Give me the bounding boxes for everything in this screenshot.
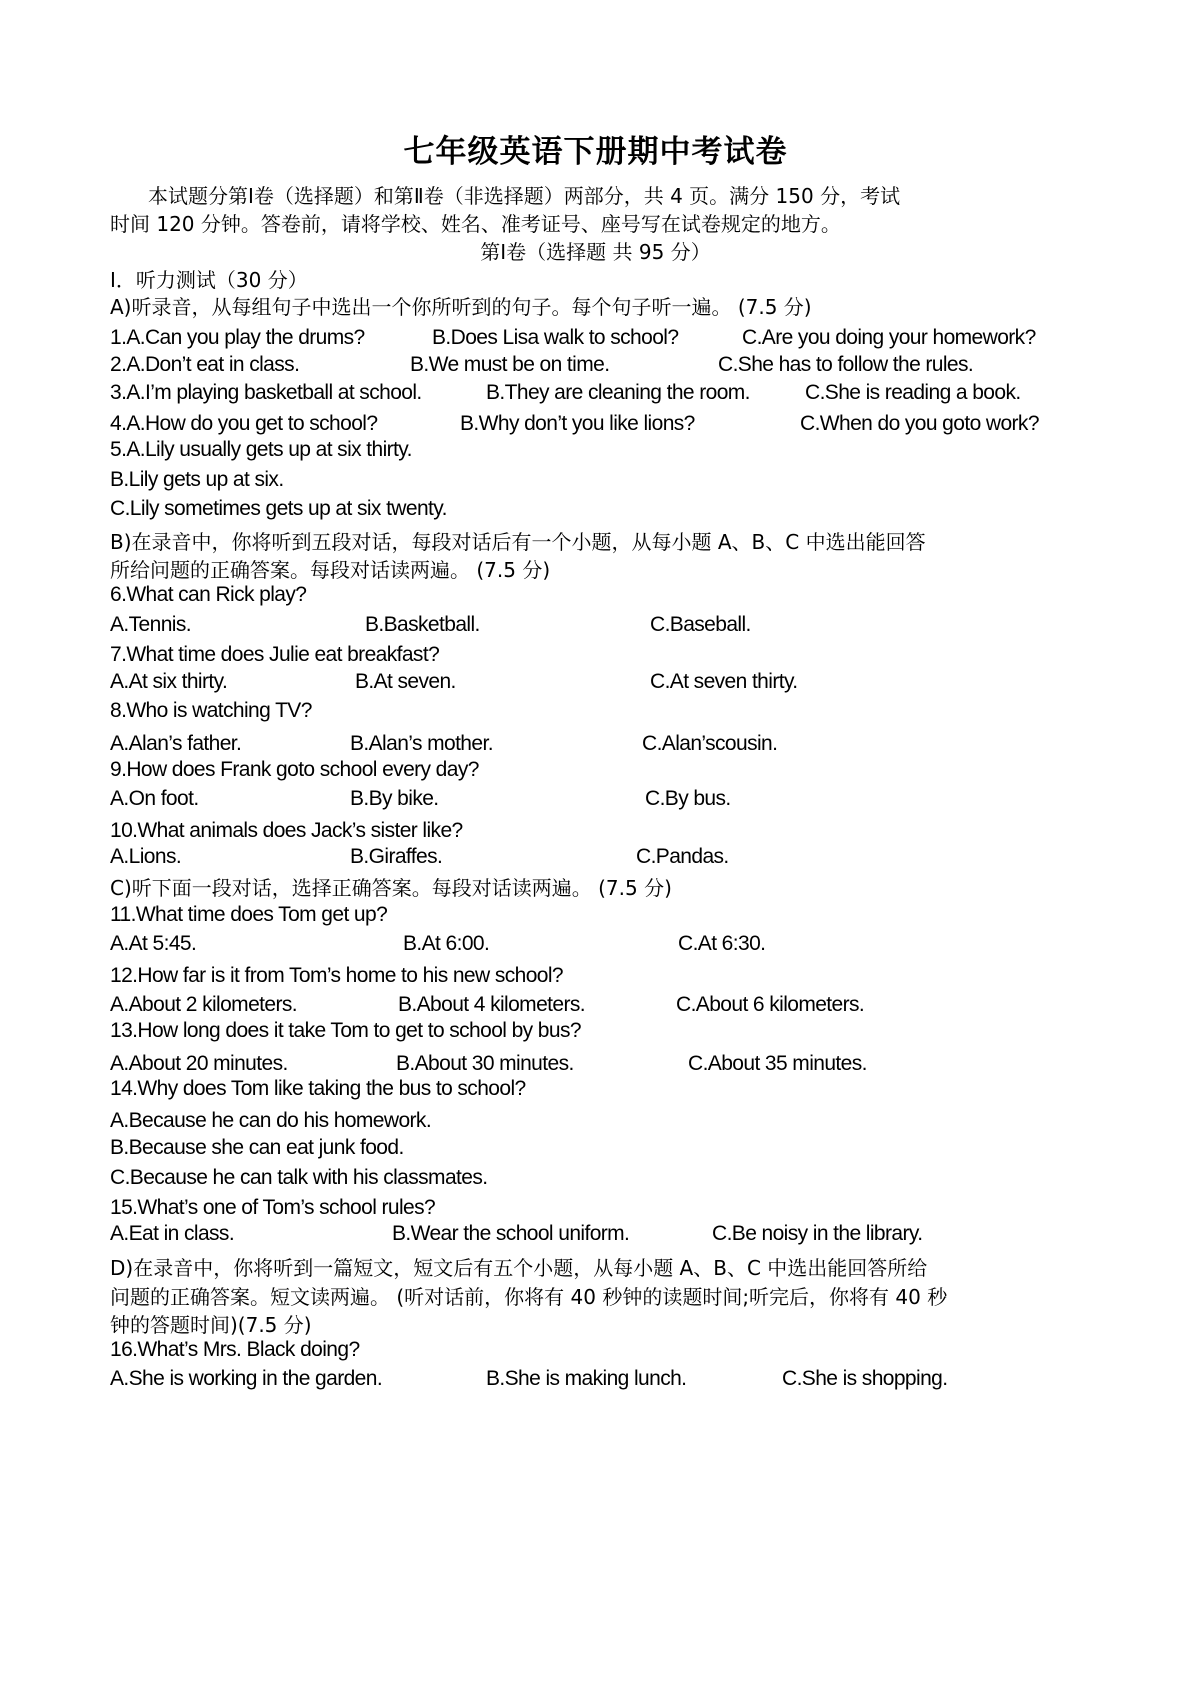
- q16-option-c: C.She is shopping.: [782, 1367, 948, 1390]
- q15-question: 15.What’s one of Tom’s school rules?: [110, 1196, 436, 1219]
- q11-option-a: A.At 5:45.: [110, 932, 197, 955]
- q7-option-b: B.At seven.: [355, 670, 456, 693]
- q7-option-c: C.At seven thirty.: [650, 670, 798, 693]
- q12-option-b: B.About 4 kilometers.: [398, 993, 585, 1016]
- intro-line-1: 本试题分第Ⅰ卷（选择题）和第Ⅱ卷（非选择题）两部分，共 4 页。满分 150 分，考试: [148, 184, 901, 208]
- q8-question: 8.Who is watching TV?: [110, 699, 312, 722]
- q2-option-c: C.She has to follow the rules.: [718, 353, 974, 376]
- q9-option-c: C.By bus.: [645, 787, 731, 810]
- q14-option-b: B.Because she can eat junk food.: [110, 1136, 404, 1159]
- section-d-instruction-1: D)在录音中，你将听到一篇短文，短文后有五个小题，从每小题 A、B、C 中选出能回答所给: [110, 1256, 928, 1280]
- q16-option-b: B.She is making lunch.: [486, 1367, 687, 1390]
- q1-option-a: 1.A.Can you play the drums?: [110, 326, 365, 349]
- q11-question: 11.What time does Tom get up?: [110, 903, 388, 926]
- q13-option-a: A.About 20 minutes.: [110, 1052, 288, 1075]
- q6-option-c: C.Baseball.: [650, 613, 751, 636]
- q15-option-b: B.Wear the school uniform.: [392, 1222, 630, 1245]
- q15-option-a: A.Eat in class.: [110, 1222, 235, 1245]
- q9-option-a: A.On foot.: [110, 787, 199, 810]
- q2-option-b: B.We must be on time.: [410, 353, 610, 376]
- q2-option-a: 2.A.Don’t eat in class.: [110, 353, 300, 376]
- page-title: 七年级英语下册期中考试卷: [403, 134, 788, 170]
- q1-option-b: B.Does Lisa walk to school?: [432, 326, 679, 349]
- q5-option-c: C.Lily sometimes gets up at six twenty.: [110, 497, 447, 520]
- q3-option-a: 3.A.I’m playing basketball at school.: [110, 381, 422, 404]
- q12-option-c: C.About 6 kilometers.: [676, 993, 865, 1016]
- q16-option-a: A.She is working in the garden.: [110, 1367, 383, 1390]
- q10-option-a: A.Lions.: [110, 845, 182, 868]
- q1-option-c: C.Are you doing your homework?: [742, 326, 1036, 349]
- q11-option-c: C.At 6:30.: [678, 932, 766, 955]
- q10-option-b: B.Giraffes.: [350, 845, 443, 868]
- q7-question: 7.What time does Julie eat breakfast?: [110, 643, 440, 666]
- q4-option-b: B.Why don’t you like lions?: [460, 412, 695, 435]
- section-d-instruction-2: 问题的正确答案。短文读两遍。 (听对话前，你将有 40 秒钟的读题时间;听完后，你将有 40 秒: [110, 1285, 948, 1309]
- q8-option-b: B.Alan’s mother.: [350, 732, 493, 755]
- q3-option-b: B.They are cleaning the room.: [486, 381, 750, 404]
- q10-question: 10.What animals does Jack’s sister like?: [110, 819, 463, 842]
- q13-option-b: B.About 30 minutes.: [396, 1052, 574, 1075]
- q12-question: 12.How far is it from Tom’s home to his new school?: [110, 964, 563, 987]
- section-b-instruction-1: B)在录音中，你将听到五段对话，每段对话后有一个小题，从每小题 A、B、C 中选出能回答: [110, 530, 926, 554]
- q14-question: 14.Why does Tom like taking the bus to school?: [110, 1077, 526, 1100]
- q14-option-c: C.Because he can talk with his classmates.: [110, 1166, 488, 1189]
- q4-option-c: C.When do you goto work?: [800, 412, 1039, 435]
- q14-option-a: A.Because he can do his homework.: [110, 1109, 432, 1132]
- q9-question: 9.How does Frank goto school every day?: [110, 758, 479, 781]
- q6-option-b: B.Basketball.: [365, 613, 480, 636]
- q8-option-a: A.Alan’s father.: [110, 732, 242, 755]
- q16-question: 16.What’s Mrs. Black doing?: [110, 1338, 360, 1361]
- section-d-instruction-3: 钟的答题时间)(7.5 分): [110, 1313, 312, 1337]
- q13-option-c: C.About 35 minutes.: [688, 1052, 867, 1075]
- part1-heading: 第Ⅰ卷（选择题 共 95 分）: [480, 240, 711, 264]
- q5-option-a: 5.A.Lily usually gets up at six thirty.: [110, 438, 412, 461]
- q13-question: 13.How long does it take Tom to get to school by bus?: [110, 1019, 581, 1042]
- q10-option-c: C.Pandas.: [636, 845, 729, 868]
- q5-option-b: B.Lily gets up at six.: [110, 468, 284, 491]
- q9-option-b: B.By bike.: [350, 787, 439, 810]
- section-a-instruction: A)听录音，从每组句子中选出一个你所听到的句子。每个句子听一遍。 (7.5 分): [110, 295, 812, 319]
- section-b-instruction-2: 所给问题的正确答案。每段对话读两遍。 (7.5 分): [110, 558, 551, 582]
- q15-option-c: C.Be noisy in the library.: [712, 1222, 923, 1245]
- q6-question: 6.What can Rick play?: [110, 583, 307, 606]
- q3-option-c: C.She is reading a book.: [805, 381, 1021, 404]
- q4-option-a: 4.A.How do you get to school?: [110, 412, 378, 435]
- section-c-instruction: C)听下面一段对话，选择正确答案。每段对话读两遍。 (7.5 分): [110, 876, 672, 900]
- intro-line-2: 时间 120 分钟。答卷前，请将学校、姓名、准考证号、座号写在试卷规定的地方。: [110, 212, 841, 236]
- q6-option-a: A.Tennis.: [110, 613, 191, 636]
- section-heading: Ⅰ．听力测试（30 分）: [110, 268, 308, 292]
- q7-option-a: A.At six thirty.: [110, 670, 228, 693]
- q8-option-c: C.Alan’scousin.: [642, 732, 778, 755]
- q12-option-a: A.About 2 kilometers.: [110, 993, 297, 1016]
- q11-option-b: B.At 6:00.: [403, 932, 490, 955]
